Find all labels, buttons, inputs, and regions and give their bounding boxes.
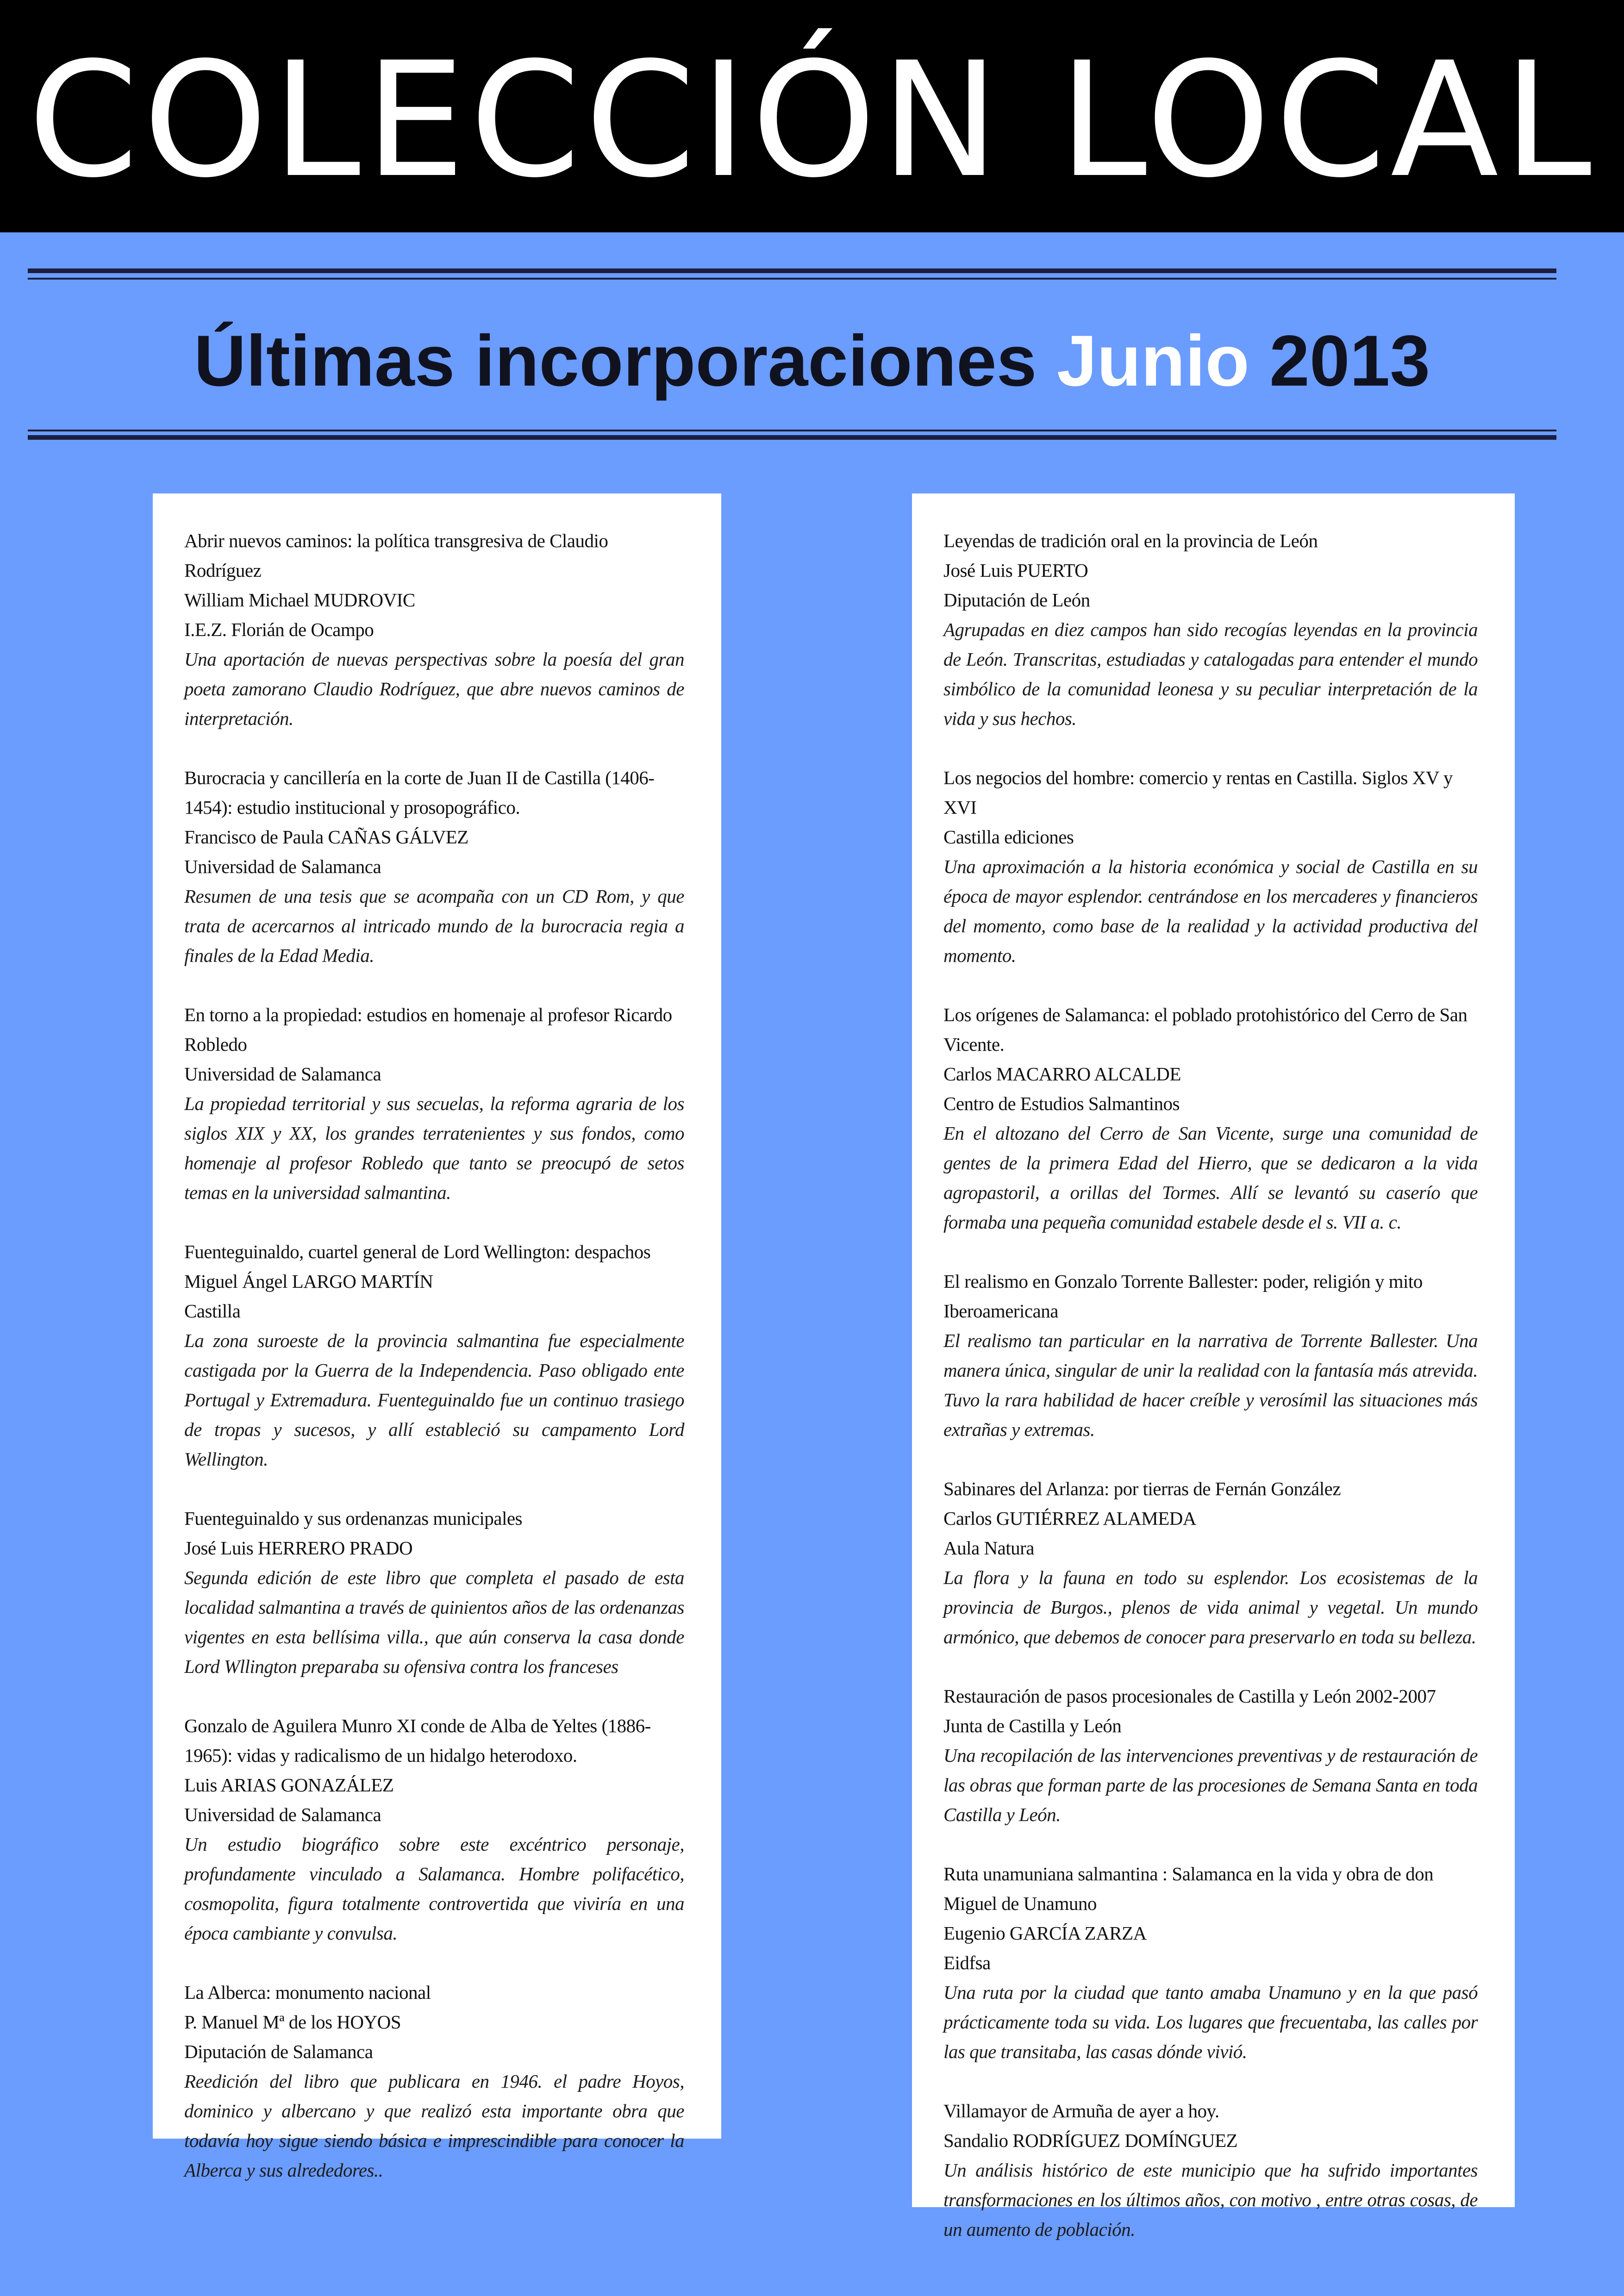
- book-description: La propiedad territorial y sus secuelas, la reforma agraria de los siglos XIX y XX, los grandes terratenientes y sus fondos, como homenaje al profesor Robledo que tanto se preocupó de setos temas en la universidad salmantina.: [184, 1093, 684, 1203]
- top-rule-thin: [28, 278, 1556, 280]
- book-description: La flora y la fauna en todo su esplendor. Los ecosistemas de la provincia de Burgos., plenos de vida animal y vegetal. Un mundo armónico, que debemos de conocer para preservarlo en toda su belleza.: [943, 1567, 1478, 1647]
- book-description: Una recopilación de las intervenciones preventivas y de restauración de las obras que forman parte de las procesiones de Semana Santa en toda Castilla y León.: [943, 1745, 1478, 1825]
- book-author: Sandalio RODRÍGUEZ DOMÍNGUEZ: [943, 2130, 1238, 2151]
- book-description: Un análisis histórico de este municipio que ha sufrido importantes transformaciones en los últimos años, con motivo , entre otras cosas, de un aumento de población.: [943, 2159, 1478, 2240]
- book-entry: [943, 1000, 1478, 1237]
- book-publisher: Centro de Estudios Salmantinos: [943, 1093, 1180, 1114]
- book-title: Ruta unamuniana salmantina : Salamanca en la vida y obra de don Miguel de Unamuno: [943, 1863, 1434, 1914]
- heading-prefix: Últimas incorporaciones: [194, 321, 1037, 401]
- book-author: José Luis PUERTO: [943, 560, 1088, 581]
- book-entry: [943, 1267, 1478, 1444]
- book-publisher: Diputación de León: [943, 589, 1090, 611]
- book-title: Leyendas de tradición oral en la provincia de León: [943, 530, 1318, 551]
- book-author: Luis ARIAS GONAZÁLEZ: [184, 1774, 394, 1796]
- book-author: Miguel Ángel LARGO MARTÍN: [184, 1271, 433, 1292]
- book-publisher: Castilla: [184, 1300, 241, 1322]
- book-author: P. Manuel Mª de los HOYOS: [184, 2011, 401, 2033]
- book-publisher: Eidfsa: [943, 1952, 991, 1973]
- book-entry: [943, 1474, 1478, 1652]
- book-entry: [184, 1237, 684, 1474]
- page-title: COLECCIÓN LOCAL: [28, 28, 1596, 212]
- book-entry: [184, 1000, 684, 1207]
- book-author: Eugenio GARCÍA ZARZA: [943, 1922, 1147, 1944]
- book-author: William Michael MUDROVIC: [184, 589, 415, 611]
- top-rule-thick: [28, 268, 1556, 273]
- left-column: [153, 493, 721, 2181]
- section-heading: [0, 315, 1624, 407]
- book-entry: [184, 1504, 684, 1681]
- book-author: Francisco de Paula CAÑAS GÁLVEZ: [184, 826, 468, 848]
- bottom-rule-thin: [28, 430, 1556, 431]
- book-author: Carlos MACARRO ALCALDE: [943, 1063, 1181, 1085]
- book-title: Los orígenes de Salamanca: el poblado protohistórico del Cerro de San Vicente.: [943, 1004, 1468, 1055]
- book-publisher: Aula Natura: [943, 1537, 1034, 1559]
- heading-year: 2013: [1269, 321, 1430, 401]
- book-description: Reedición del libro que publicara en 1946. el padre Hoyos, dominico y albercano y que realizó esta importante obra que todavía hoy sigue siendo básica e imprescindible para conocer la Alberca y sus alrededores..: [184, 2071, 684, 2181]
- book-author: José Luis HERRERO PRADO: [184, 1537, 413, 1559]
- book-entry: [943, 1859, 1478, 2066]
- book-title: Burocracia y cancillería en la corte de Juan II de Castilla (1406-1454): estudio institucional y prosopográfico.: [184, 767, 655, 818]
- book-title: Fuenteguinaldo, cuartel general de Lord Wellington: despachos: [184, 1241, 651, 1262]
- book-description: Agrupadas en diez campos han sido recogías leyendas en la provincia de León. Transcritas, estudiadas y catalogadas para entender el mundo simbólico de la comunidad leonesa y su peculiar interpretación de la vida y sus hechos.: [943, 619, 1478, 729]
- book-publisher: Universidad de Salamanca: [184, 1804, 381, 1825]
- book-description: Resumen de una tesis que se acompaña con un CD Rom, y que trata de acercarnos al intricado mundo de la burocracia regia a finales de la Edad Media.: [184, 886, 684, 966]
- book-description: Una ruta por la ciudad que tanto amaba Unamuno y en la que pasó prácticamente toda su vida. Los lugares que frecuentaba, las calles por las que transitaba, las casas dónde vivió.: [943, 1982, 1478, 2062]
- book-title: La Alberca: monumento nacional: [184, 1982, 431, 2003]
- book-entry: [943, 1681, 1478, 1829]
- book-title: El realismo en Gonzalo Torrente Ballester: poder, religión y mito Iberoamericana: [943, 1271, 1423, 1322]
- book-title: Gonzalo de Aguilera Munro XI conde de Alba de Yeltes (1886-1965): vidas y radicalismo de un hidalgo heterodoxo.: [184, 1715, 651, 1766]
- book-description: La zona suroeste de la provincia salmantina fue especialmente castigada por la Guerra de la Independencia. Paso obligado ente Portugal y Extremadura. Fuenteguinaldo fue un continuo trasiego de tropas y sucesos, y allí estableció su campamento Lord Wellington.: [184, 1330, 684, 1470]
- book-publisher: Universidad de Salamanca: [184, 856, 381, 877]
- bottom-rule-thick: [28, 435, 1556, 440]
- book-description: El realismo tan particular en la narrativa de Torrente Ballester. Una manera única, singular de unir la realidad con la fantasía más atrevida. Tuvo la rara habilidad de hacer creíble y verosímil las situaciones más extrañas y extremas.: [943, 1330, 1478, 1440]
- book-entry: [184, 1711, 684, 1948]
- book-entry: [184, 1978, 684, 2185]
- book-title: Abrir nuevos caminos: la política transgresiva de Claudio Rodríguez: [184, 530, 608, 581]
- book-title: Villamayor de Armuña de ayer a hoy.: [943, 2100, 1219, 2121]
- book-publisher: Diputación de Salamanca: [184, 2041, 373, 2062]
- book-title: Fuenteguinaldo y sus ordenanzas municipales: [184, 1508, 522, 1529]
- book-publisher: Junta de Castilla y León: [943, 1715, 1122, 1736]
- book-entry: [184, 526, 684, 733]
- book-publisher: Universidad de Salamanca: [184, 1063, 381, 1085]
- book-description: Segunda edición de este libro que completa el pasado de esta localidad salmantina a través de quinientos años de las ordenanzas vigentes en esta bellísima villa., que aún conserva la casa donde Lord Wllington preparaba su ofensiva contra los franceses: [184, 1567, 684, 1677]
- book-author: Carlos GUTIÉRREZ ALAMEDA: [943, 1508, 1197, 1529]
- book-title: Restauración de pasos procesionales de Castilla y León 2002-2007: [943, 1685, 1436, 1707]
- book-title: Sabinares del Arlanza: por tierras de Fernán González: [943, 1478, 1341, 1499]
- heading-month: Junio: [1056, 321, 1249, 401]
- book-description: En el altozano del Cerro de San Vicente, surge una comunidad de gentes de la primera Edad del Hierro, que se dedicaron a la vida agropastoril, a orillas del Tormes. Allí se levantó su caserío que formaba una pequeña comunidad estabele desde el s. VII a. c.: [943, 1123, 1478, 1233]
- book-entry: [184, 763, 684, 970]
- book-entry: [943, 763, 1478, 970]
- book-description: Un estudio biográfico sobre este excéntrico personaje, profundamente vinculado a Salamanca. Hombre polifacético, cosmopolita, figura totalmente controvertida que viviría en una época cambiante y convulsa.: [184, 1834, 684, 1944]
- book-title: En torno a la propiedad: estudios en homenaje al profesor Ricardo Robledo: [184, 1004, 672, 1055]
- book-entry: [943, 2096, 1478, 2244]
- book-entry: [943, 526, 1478, 733]
- header-banner: [0, 0, 1624, 232]
- book-publisher: Castilla ediciones: [943, 826, 1074, 848]
- right-column: [912, 493, 1515, 2240]
- book-publisher: I.E.Z. Florián de Ocampo: [184, 619, 374, 640]
- book-description: Una aportación de nuevas perspectivas sobre la poesía del gran poeta zamorano Claudio Rodríguez, que abre nuevos caminos de interpretación.: [184, 649, 684, 729]
- book-description: Una aproximación a la historia económica y social de Castilla en su época de mayor esplendor. centrándose en los mercaderes y financieros del momento, como base de la realidad y la actividad productiva del momento.: [943, 856, 1478, 966]
- book-title: Los negocios del hombre: comercio y rentas en Castilla. Siglos XV y XVI: [943, 767, 1453, 818]
